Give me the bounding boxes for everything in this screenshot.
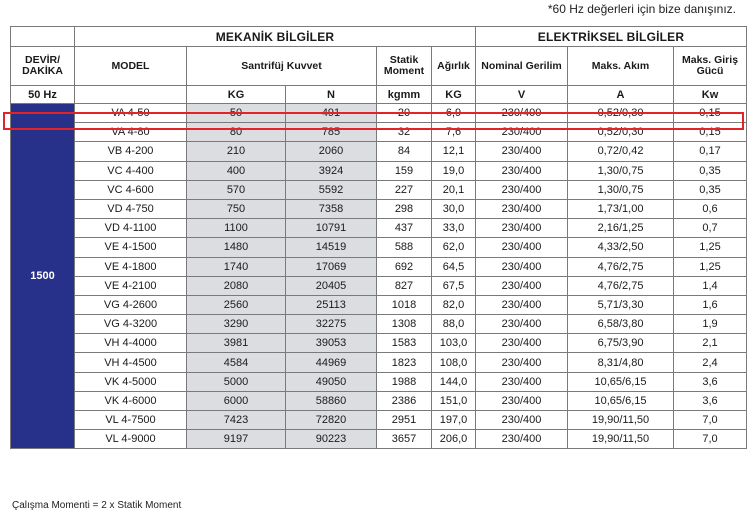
speed-value-text: 1500 [30, 270, 55, 283]
current-cell: 1,73/1,00 [568, 199, 674, 218]
force-kg-cell: 9197 [187, 430, 286, 449]
weight-cell: 30,0 [432, 199, 476, 218]
static-moment-cell: 2951 [377, 411, 432, 430]
force-kg-cell: 6000 [187, 391, 286, 410]
current-cell: 4,76/2,75 [568, 276, 674, 295]
unit-current: A [568, 86, 674, 104]
current-cell: 19,90/11,50 [568, 411, 674, 430]
spec-table [10, 26, 747, 449]
model-cell: VC 4-600 [75, 180, 187, 199]
force-kg-cell: 50 [187, 104, 286, 123]
force-n-cell: 14519 [286, 238, 377, 257]
voltage-cell: 230/400 [476, 334, 568, 353]
force-kg-cell: 2560 [187, 295, 286, 314]
weight-cell: 67,5 [432, 276, 476, 295]
header-speed: DEVİR/ DAKİKA [11, 47, 75, 86]
force-n-cell: 25113 [286, 295, 377, 314]
force-n-cell: 3924 [286, 161, 377, 180]
model-cell: VE 4-1500 [75, 238, 187, 257]
power-cell: 0,7 [674, 219, 747, 238]
force-n-cell: 2060 [286, 142, 377, 161]
current-cell: 1,30/0,75 [568, 180, 674, 199]
header-static-moment: Statik Moment [377, 47, 432, 86]
unit-static-moment: kgmm [377, 86, 432, 104]
table-row [11, 199, 747, 218]
force-n-cell: 17069 [286, 257, 377, 276]
model-cell: VE 4-1800 [75, 257, 187, 276]
current-cell: 10,65/6,15 [568, 372, 674, 391]
voltage-cell: 230/400 [476, 276, 568, 295]
power-cell: 1,9 [674, 315, 747, 334]
unit-power: Kw [674, 86, 747, 104]
table-row [11, 295, 747, 314]
header-voltage: Nominal Gerilim [476, 47, 568, 86]
power-cell: 1,4 [674, 276, 747, 295]
power-cell: 0,15 [674, 104, 747, 123]
voltage-cell: 230/400 [476, 142, 568, 161]
header-weight: Ağırlık [432, 47, 476, 86]
weight-cell: 151,0 [432, 391, 476, 410]
blank-corner [11, 27, 75, 47]
static-moment-cell: 32 [377, 123, 432, 142]
current-cell: 0,72/0,42 [568, 142, 674, 161]
power-cell: 0,35 [674, 161, 747, 180]
force-kg-cell: 3981 [187, 334, 286, 353]
weight-cell: 19,0 [432, 161, 476, 180]
current-cell: 8,31/4,80 [568, 353, 674, 372]
power-cell: 0,17 [674, 142, 747, 161]
power-cell: 2,1 [674, 334, 747, 353]
static-moment-cell: 437 [377, 219, 432, 238]
model-cell: VK 4-5000 [75, 372, 187, 391]
current-cell: 0,52/0,30 [568, 123, 674, 142]
force-n-cell: 58860 [286, 391, 377, 410]
static-moment-cell: 1988 [377, 372, 432, 391]
power-cell: 1,6 [674, 295, 747, 314]
force-n-cell: 10791 [286, 219, 377, 238]
unit-force-n: N [286, 86, 377, 104]
force-kg-cell: 1480 [187, 238, 286, 257]
voltage-cell: 230/400 [476, 353, 568, 372]
table-row [11, 411, 747, 430]
weight-cell: 108,0 [432, 353, 476, 372]
voltage-cell: 230/400 [476, 199, 568, 218]
table-row [11, 315, 747, 334]
table-row [11, 276, 747, 295]
current-cell: 2,16/1,25 [568, 219, 674, 238]
table-row [11, 161, 747, 180]
power-cell: 3,6 [674, 372, 747, 391]
model-cell: VK 4-6000 [75, 391, 187, 410]
model-cell: VE 4-2100 [75, 276, 187, 295]
static-moment-cell: 2386 [377, 391, 432, 410]
header-current: Maks. Akım [568, 47, 674, 86]
table-body [11, 104, 747, 449]
footer-note: Çalışma Momenti = 2 x Statik Moment [12, 500, 182, 511]
weight-cell: 20,1 [432, 180, 476, 199]
voltage-cell: 230/400 [476, 411, 568, 430]
table-row [11, 353, 747, 372]
current-cell: 1,30/0,75 [568, 161, 674, 180]
model-cell: VH 4-4500 [75, 353, 187, 372]
static-moment-cell: 3657 [377, 430, 432, 449]
header-force: Santrifüj Kuvvet [187, 47, 377, 86]
static-moment-cell: 827 [377, 276, 432, 295]
weight-cell: 12,1 [432, 142, 476, 161]
model-cell: VA 4-80 [75, 123, 187, 142]
force-n-cell: 785 [286, 123, 377, 142]
static-moment-cell: 1823 [377, 353, 432, 372]
model-cell: VD 4-750 [75, 199, 187, 218]
note-60hz: *60 Hz değerleri için bize danışınız. [547, 2, 736, 16]
current-cell: 5,71/3,30 [568, 295, 674, 314]
model-cell: VH 4-4000 [75, 334, 187, 353]
force-kg-cell: 210 [187, 142, 286, 161]
voltage-cell: 230/400 [476, 123, 568, 142]
static-moment-cell: 298 [377, 199, 432, 218]
current-cell: 19,90/11,50 [568, 430, 674, 449]
weight-cell: 33,0 [432, 219, 476, 238]
header-power: Maks. Giriş Gücü [674, 47, 747, 86]
table-row [11, 238, 747, 257]
static-moment-cell: 588 [377, 238, 432, 257]
unit-force-kg: KG [187, 86, 286, 104]
section-mechanical: MEKANİK BİLGİLER [75, 27, 476, 47]
current-cell: 4,33/2,50 [568, 238, 674, 257]
model-cell: VC 4-400 [75, 161, 187, 180]
weight-cell: 88,0 [432, 315, 476, 334]
force-kg-cell: 4584 [187, 353, 286, 372]
table-row [11, 430, 747, 449]
voltage-cell: 230/400 [476, 257, 568, 276]
weight-cell: 7,6 [432, 123, 476, 142]
unit-voltage: V [476, 86, 568, 104]
force-n-cell: 32275 [286, 315, 377, 334]
table-row [11, 104, 747, 123]
speed-value [11, 104, 75, 449]
weight-cell: 144,0 [432, 372, 476, 391]
section-electrical: ELEKTRİKSEL BİLGİLER [476, 27, 747, 47]
model-cell: VL 4-7500 [75, 411, 187, 430]
weight-cell: 6,9 [432, 104, 476, 123]
table-row [11, 372, 747, 391]
static-moment-cell: 1018 [377, 295, 432, 314]
voltage-cell: 230/400 [476, 219, 568, 238]
model-cell: VB 4-200 [75, 142, 187, 161]
current-cell: 4,76/2,75 [568, 257, 674, 276]
force-kg-cell: 750 [187, 199, 286, 218]
current-cell: 6,58/3,80 [568, 315, 674, 334]
table-row [11, 123, 747, 142]
force-kg-cell: 3290 [187, 315, 286, 334]
force-kg-cell: 400 [187, 161, 286, 180]
model-cell: VL 4-9000 [75, 430, 187, 449]
force-n-cell: 90223 [286, 430, 377, 449]
model-cell: VG 4-3200 [75, 315, 187, 334]
static-moment-cell: 1583 [377, 334, 432, 353]
force-kg-cell: 570 [187, 180, 286, 199]
weight-cell: 64,5 [432, 257, 476, 276]
force-kg-cell: 1740 [187, 257, 286, 276]
current-cell: 10,65/6,15 [568, 391, 674, 410]
power-cell: 1,25 [674, 257, 747, 276]
weight-cell: 197,0 [432, 411, 476, 430]
force-kg-cell: 1100 [187, 219, 286, 238]
force-kg-cell: 7423 [187, 411, 286, 430]
table-row [11, 257, 747, 276]
unit-model-blank [75, 86, 187, 104]
table-row [11, 142, 747, 161]
current-cell: 0,52/0,30 [568, 104, 674, 123]
force-n-cell: 39053 [286, 334, 377, 353]
static-moment-cell: 227 [377, 180, 432, 199]
static-moment-cell: 1308 [377, 315, 432, 334]
force-kg-cell: 2080 [187, 276, 286, 295]
force-n-cell: 72820 [286, 411, 377, 430]
power-cell: 7,0 [674, 430, 747, 449]
table-row [11, 334, 747, 353]
power-cell: 0,15 [674, 123, 747, 142]
model-cell: VA 4-50 [75, 104, 187, 123]
model-cell: VD 4-1100 [75, 219, 187, 238]
power-cell: 3,6 [674, 391, 747, 410]
power-cell: 1,25 [674, 238, 747, 257]
table-row [11, 219, 747, 238]
weight-cell: 103,0 [432, 334, 476, 353]
force-n-cell: 20405 [286, 276, 377, 295]
table-row [11, 391, 747, 410]
static-moment-cell: 692 [377, 257, 432, 276]
voltage-cell: 230/400 [476, 295, 568, 314]
unit-speed: 50 Hz [11, 86, 75, 104]
model-cell: VG 4-2600 [75, 295, 187, 314]
force-n-cell: 49050 [286, 372, 377, 391]
voltage-cell: 230/400 [476, 315, 568, 334]
voltage-cell: 230/400 [476, 161, 568, 180]
power-cell: 0,35 [674, 180, 747, 199]
force-n-cell: 7358 [286, 199, 377, 218]
power-cell: 0,6 [674, 199, 747, 218]
static-moment-cell: 159 [377, 161, 432, 180]
current-cell: 6,75/3,90 [568, 334, 674, 353]
static-moment-cell: 84 [377, 142, 432, 161]
force-n-cell: 491 [286, 104, 377, 123]
force-kg-cell: 5000 [187, 372, 286, 391]
power-cell: 7,0 [674, 411, 747, 430]
weight-cell: 82,0 [432, 295, 476, 314]
table-row [11, 180, 747, 199]
header-model: MODEL [75, 47, 187, 86]
voltage-cell: 230/400 [476, 104, 568, 123]
power-cell: 2,4 [674, 353, 747, 372]
force-n-cell: 44969 [286, 353, 377, 372]
voltage-cell: 230/400 [476, 391, 568, 410]
weight-cell: 206,0 [432, 430, 476, 449]
voltage-cell: 230/400 [476, 238, 568, 257]
static-moment-cell: 20 [377, 104, 432, 123]
unit-weight: KG [432, 86, 476, 104]
voltage-cell: 230/400 [476, 180, 568, 199]
weight-cell: 62,0 [432, 238, 476, 257]
voltage-cell: 230/400 [476, 430, 568, 449]
force-kg-cell: 80 [187, 123, 286, 142]
voltage-cell: 230/400 [476, 372, 568, 391]
force-n-cell: 5592 [286, 180, 377, 199]
